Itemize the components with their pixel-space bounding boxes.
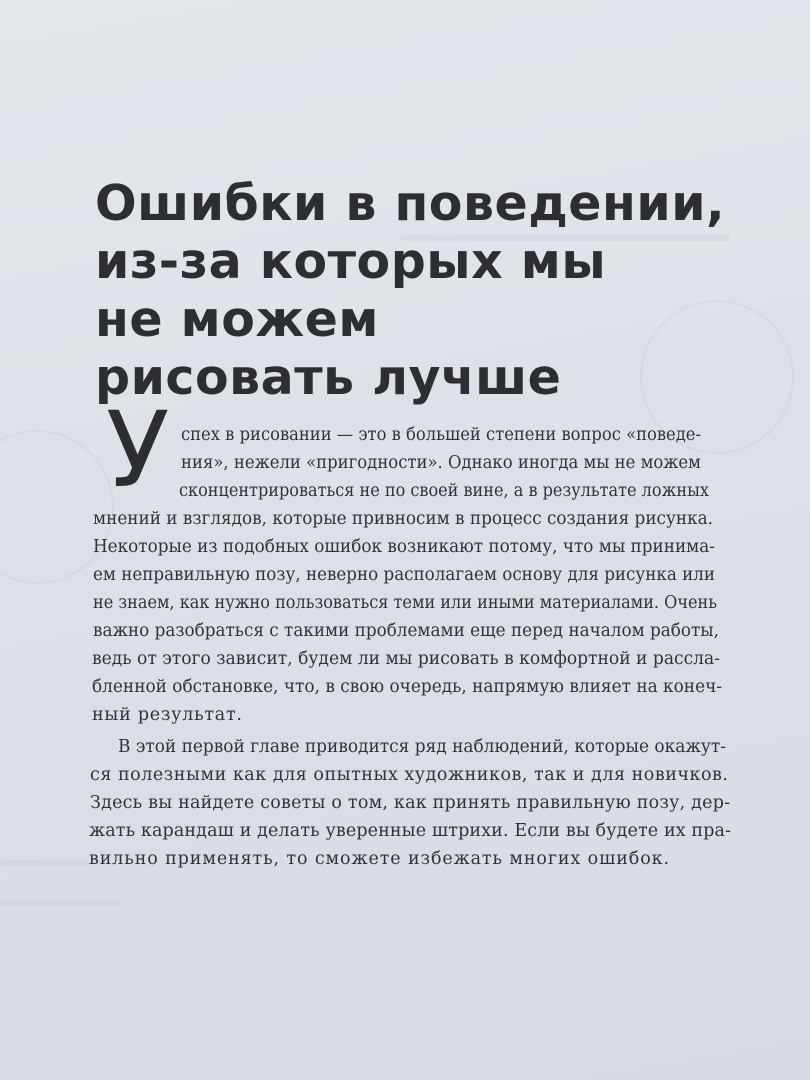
text-line: важно разобраться с такими проблемами еще перед началом работы,	[93, 621, 719, 641]
text-line: жать карандаш и делать уверенные штрихи. Если вы будете их пра-	[89, 821, 732, 841]
text-line: Здесь вы найдете советы о том, как принять правильную позу, дер-	[90, 793, 731, 813]
text-line: ведь от этого зависит, будем ли мы рисовать в комфортной и рассла-	[92, 649, 721, 669]
text-line: Некоторые из подобных ошибок возникают потому, что мы принима-	[93, 537, 715, 557]
text-line: мнений и взглядов, которые привносим в процесс создания рисунка.	[93, 509, 714, 529]
bleed-through-line	[0, 860, 90, 866]
bleed-through-line	[0, 900, 120, 906]
text-line: не знаем, как нужно пользоваться теми или иными материалами. Очень	[93, 593, 717, 613]
text-line: ный результат.	[92, 705, 243, 725]
chapter-title	[95, 175, 725, 407]
title-line: не можем	[95, 291, 379, 348]
text-line: ния», нежели «пригодности». Однако иногда мы не можем	[181, 453, 701, 473]
text-line: бленной обстановке, что, в свою очередь, напрямую влияет на конеч-	[92, 677, 722, 697]
title-line: рисовать лучше	[95, 349, 562, 406]
text-line: ем неправильную позу, неверно располагаем основу для рисунка или	[93, 565, 716, 585]
title-line: из-за которых мы	[95, 233, 607, 290]
text-line: В этой первой главе приводится ряд наблюдений, которые окажут-	[118, 737, 726, 757]
bleed-through-circle	[0, 430, 114, 584]
text-line: сконцентрироваться не по своей вине, а в результате ложных	[179, 481, 709, 501]
text-line: спех в рисовании — это в большей степени вопрос «поведе-	[181, 425, 702, 445]
text-line: ся полезными как для опытных художников, так и для новичков.	[90, 765, 729, 785]
title-line: Ошибки в поведении,	[95, 175, 726, 232]
text-line: вильно применять, то сможете избежать многих ошибок.	[89, 849, 670, 869]
drop-cap: У	[106, 389, 170, 511]
